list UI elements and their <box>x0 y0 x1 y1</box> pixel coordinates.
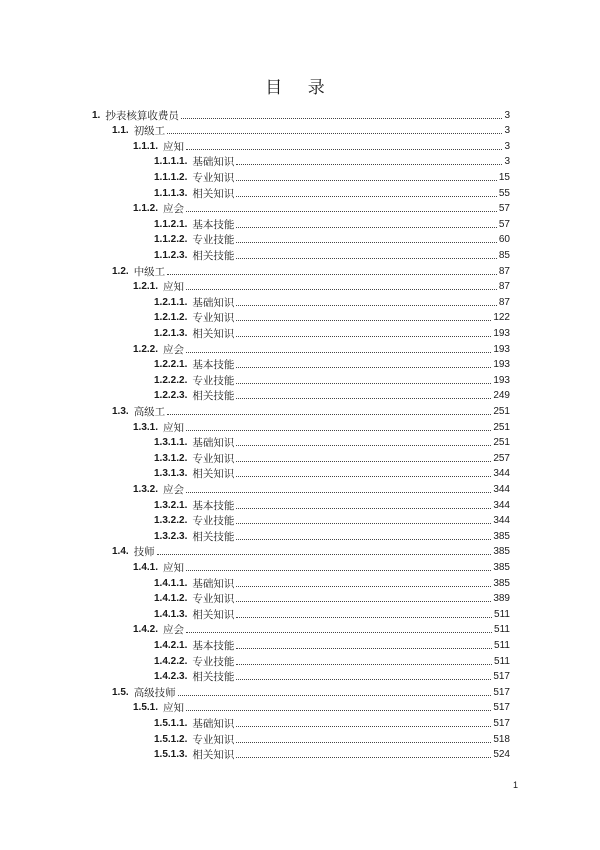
toc-entry[interactable] <box>154 527 510 543</box>
toc-entry-number: 1.3.2.1. <box>154 499 188 511</box>
toc-entry[interactable] <box>154 153 510 169</box>
toc-entry-page: 251 <box>493 421 510 433</box>
toc-entry-number: 1.4. <box>112 546 129 558</box>
toc-dot-leader <box>236 725 491 727</box>
toc-entry[interactable] <box>133 480 510 496</box>
toc-dot-leader <box>186 210 497 212</box>
toc-entry-label: 专业知识 <box>192 593 235 606</box>
toc-entry-page: 517 <box>493 671 510 683</box>
toc-entry-label: 应知 <box>163 281 185 294</box>
toc-entry[interactable] <box>154 371 510 387</box>
toc-dot-leader <box>236 241 497 243</box>
toc-entry-number: 1.2.1. <box>133 281 159 293</box>
toc-entry-label: 应会 <box>163 343 185 356</box>
toc-entry-page: 524 <box>493 749 510 761</box>
toc-entry-label: 应会 <box>163 624 185 637</box>
toc-entry-page: 57 <box>498 218 510 230</box>
toc-entry[interactable] <box>154 652 510 668</box>
toc-entry-label: 专业技能 <box>192 374 235 387</box>
toc-entry-number: 1.4.1.2. <box>154 593 188 605</box>
toc-entry-page: 193 <box>493 374 510 386</box>
toc-entry[interactable] <box>133 340 510 356</box>
toc-dot-leader <box>236 507 491 509</box>
toc-entry-number: 1.1.1. <box>133 140 159 152</box>
toc-entry[interactable] <box>112 122 510 138</box>
toc-entry-label: 基础知识 <box>192 717 235 730</box>
toc-dot-leader <box>236 538 491 540</box>
toc-entry[interactable] <box>133 418 510 434</box>
toc-entry-number: 1.4.1.1. <box>154 577 188 589</box>
toc-entry-number: 1.4.2.2. <box>154 655 188 667</box>
toc-entry-label: 专业知识 <box>192 171 235 184</box>
toc-entry[interactable] <box>154 356 510 372</box>
toc-entry-page: 87 <box>498 296 510 308</box>
toc-entry[interactable] <box>112 402 510 418</box>
toc-entry-label: 基本技能 <box>192 639 235 652</box>
toc-entry-page: 511 <box>494 655 510 667</box>
toc-dot-leader <box>236 382 491 384</box>
toc-entry-label: 应会 <box>163 203 185 216</box>
toc-entry[interactable] <box>154 309 510 325</box>
toc-entry-page: 249 <box>493 390 510 402</box>
toc-dot-leader <box>236 335 491 337</box>
toc-entry-number: 1.3.1.3. <box>154 468 188 480</box>
toc-entry[interactable] <box>133 621 510 637</box>
toc-entry-label: 专业知识 <box>192 733 235 746</box>
page-title: 目 录 <box>265 78 335 98</box>
toc-entry[interactable] <box>154 449 510 465</box>
toc-entry-number: 1.1.1.2. <box>154 171 188 183</box>
toc-entry-number: 1.1.2.2. <box>154 234 188 246</box>
toc-entry-page: 193 <box>493 327 510 339</box>
toc-dot-leader <box>236 226 497 228</box>
toc-entry[interactable] <box>154 465 510 481</box>
toc-dot-leader <box>236 475 491 477</box>
toc-entry-label: 基础知识 <box>192 296 235 309</box>
toc-entry-label: 基础知识 <box>192 577 235 590</box>
toc-entry[interactable] <box>154 387 510 403</box>
toc-entry-page: 57 <box>498 203 510 215</box>
toc-entry-number: 1.3.1.1. <box>154 437 188 449</box>
toc-dot-leader <box>186 429 491 431</box>
toc-entry[interactable] <box>154 512 510 528</box>
footer-page-number: 1 <box>512 780 518 790</box>
toc-dot-leader <box>236 616 492 618</box>
toc-entry[interactable] <box>154 324 510 340</box>
toc-entry-label: 中级工 <box>133 265 166 278</box>
toc-entry-number: 1.3.1. <box>133 421 159 433</box>
toc-entry-page: 389 <box>493 593 510 605</box>
toc-entry-number: 1.2.2.1. <box>154 359 188 371</box>
toc-entry-number: 1. <box>92 109 101 121</box>
toc-entry-page: 385 <box>493 561 510 573</box>
toc-entry-number: 1.4.2.3. <box>154 671 188 683</box>
toc-dot-leader <box>157 553 492 555</box>
toc-dot-leader <box>236 366 491 368</box>
toc-entry-label: 初级工 <box>133 125 166 138</box>
toc-entry-label: 专业技能 <box>192 515 235 528</box>
toc-entry-page: 517 <box>493 717 510 729</box>
toc-entry-page: 517 <box>493 686 510 698</box>
toc-entry-label: 抄表核算收费员 <box>105 109 179 122</box>
toc-entry-label: 高级技师 <box>133 686 176 699</box>
toc-dot-leader <box>236 678 491 680</box>
toc-entry[interactable] <box>154 215 510 231</box>
toc-entry-label: 专业技能 <box>192 655 235 668</box>
toc-entry[interactable] <box>154 246 510 262</box>
toc-entry-page: 3 <box>504 109 510 121</box>
toc-entry-page: 3 <box>504 156 510 168</box>
toc-dot-leader <box>236 460 491 462</box>
toc-entry-label: 相关技能 <box>192 249 235 262</box>
toc-entry-label: 基本技能 <box>192 218 235 231</box>
toc-entry[interactable] <box>133 200 510 216</box>
toc-entry[interactable] <box>112 262 510 278</box>
toc-entry-number: 1.2.1.1. <box>154 296 188 308</box>
toc-entry-number: 1.4.1.3. <box>154 608 188 620</box>
toc-entry-page: 385 <box>493 546 510 558</box>
toc-entry-page: 85 <box>498 249 510 261</box>
toc-entry-label: 专业知识 <box>192 452 235 465</box>
toc-entry-page: 251 <box>493 437 510 449</box>
toc-entry[interactable] <box>154 668 510 684</box>
toc-entry[interactable] <box>154 730 510 746</box>
toc-dot-leader <box>236 663 492 665</box>
toc-entry-label: 技师 <box>133 546 155 559</box>
toc-entry-page: 55 <box>498 187 510 199</box>
toc-entry[interactable] <box>154 231 510 247</box>
toc-entry-page: 193 <box>493 359 510 371</box>
toc-entry[interactable] <box>154 496 510 512</box>
toc-entry-number: 1.5. <box>112 686 129 698</box>
toc-entry[interactable] <box>154 590 510 606</box>
toc-dot-leader <box>167 132 502 134</box>
toc-entry[interactable] <box>133 558 510 574</box>
toc-dot-leader <box>186 148 502 150</box>
toc-entry[interactable] <box>133 137 510 153</box>
toc-dot-leader <box>236 522 491 524</box>
toc-entry-label: 应知 <box>163 702 185 715</box>
toc-entry-number: 1.4.2. <box>133 624 159 636</box>
toc-dot-leader <box>186 351 491 353</box>
toc-entry[interactable] <box>154 746 510 762</box>
toc-entry[interactable] <box>154 714 510 730</box>
toc-entry[interactable] <box>154 184 510 200</box>
toc-entry[interactable] <box>133 699 510 715</box>
toc-entry-page: 15 <box>498 171 510 183</box>
toc-entry-label: 相关技能 <box>192 390 235 403</box>
toc-entry-number: 1.5.1. <box>133 702 159 714</box>
toc-dot-leader <box>236 756 491 758</box>
toc-entry[interactable] <box>154 168 510 184</box>
toc-dot-leader <box>236 304 497 306</box>
toc-entry-page: 87 <box>498 281 510 293</box>
toc-entry-page: 122 <box>493 312 510 324</box>
toc-entry-number: 1.3.2.3. <box>154 530 188 542</box>
toc-entry[interactable] <box>154 574 510 590</box>
toc-entry-page: 385 <box>493 577 510 589</box>
toc-dot-leader <box>167 273 497 275</box>
toc-dot-leader <box>186 288 497 290</box>
toc-entry-label: 应知 <box>163 421 185 434</box>
toc-dot-leader <box>186 491 491 493</box>
toc-dot-leader <box>178 694 492 696</box>
toc-entry[interactable] <box>154 605 510 621</box>
toc-entry-number: 1.1.2.1. <box>154 218 188 230</box>
toc-entry-number: 1.4.1. <box>133 561 159 573</box>
toc-entry-label: 应知 <box>163 140 185 153</box>
toc-entry-number: 1.2.2.3. <box>154 390 188 402</box>
toc-entry-page: 518 <box>493 733 510 745</box>
toc-entry-number: 1.3.2.2. <box>154 515 188 527</box>
toc-dot-leader <box>236 179 497 181</box>
toc-entry-page: 251 <box>493 405 510 417</box>
toc-entry-number: 1.3.2. <box>133 483 159 495</box>
toc-entry-label: 基本技能 <box>192 359 235 372</box>
toc-entry-label: 应知 <box>163 561 185 574</box>
toc-entry[interactable] <box>92 106 510 122</box>
toc-entry-number: 1.1.1.3. <box>154 187 188 199</box>
toc-entry-label: 基本技能 <box>192 499 235 512</box>
toc-dot-leader <box>236 319 491 321</box>
toc-entry-number: 1.2.2.2. <box>154 374 188 386</box>
toc-dot-leader <box>236 195 497 197</box>
toc-entry-number: 1.5.1.3. <box>154 749 188 761</box>
toc-dot-leader <box>186 569 491 571</box>
toc-dot-leader <box>236 741 491 743</box>
toc-entry-label: 相关知识 <box>192 608 235 621</box>
toc-entry-number: 1.3.1.2. <box>154 452 188 464</box>
toc-entry-number: 1.5.1.2. <box>154 733 188 745</box>
toc-entry-label: 相关知识 <box>192 749 235 762</box>
toc-dot-leader <box>167 413 491 415</box>
toc-dot-leader <box>236 647 492 649</box>
toc-entry-page: 511 <box>494 624 510 636</box>
toc-entry-page: 344 <box>493 499 510 511</box>
toc-entry-label: 相关技能 <box>192 530 235 543</box>
toc-entry-number: 1.2.2. <box>133 343 159 355</box>
toc-entry-number: 1.2.1.3. <box>154 327 188 339</box>
toc-entry-number: 1.2.1.2. <box>154 312 188 324</box>
toc-dot-leader <box>236 600 491 602</box>
toc-entry-number: 1.4.2.1. <box>154 639 188 651</box>
toc-dot-leader <box>236 163 502 165</box>
toc-dot-leader <box>236 397 491 399</box>
toc-entry[interactable] <box>133 278 510 294</box>
toc-entry-page: 3 <box>504 140 510 152</box>
toc-entry-number: 1.1.1.1. <box>154 156 188 168</box>
toc-entry-page: 193 <box>493 343 510 355</box>
toc-entry-number: 1.3. <box>112 405 129 417</box>
toc-entry-page: 257 <box>493 452 510 464</box>
toc-dot-leader <box>236 444 491 446</box>
toc-entry-label: 相关知识 <box>192 327 235 340</box>
toc-dot-leader <box>236 257 497 259</box>
toc-entry-label: 专业知识 <box>192 312 235 325</box>
toc-entry[interactable] <box>154 636 510 652</box>
toc-entry-label: 高级工 <box>133 405 166 418</box>
toc-entry-page: 344 <box>493 515 510 527</box>
toc-entry-page: 385 <box>493 530 510 542</box>
toc-entry-number: 1.1.2. <box>133 203 159 215</box>
toc-entry[interactable] <box>112 543 510 559</box>
toc-dot-leader <box>181 117 502 119</box>
toc-entry-label: 相关技能 <box>192 671 235 684</box>
toc-entry-number: 1.1. <box>112 125 129 137</box>
toc-entry-page: 344 <box>493 468 510 480</box>
toc-entry-page: 511 <box>494 639 510 651</box>
toc-entry[interactable] <box>112 683 510 699</box>
toc-entry-page: 87 <box>498 265 510 277</box>
toc-entry-page: 60 <box>498 234 510 246</box>
toc-dot-leader <box>236 585 491 587</box>
toc-entry-label: 相关知识 <box>192 468 235 481</box>
toc-dot-leader <box>186 709 491 711</box>
toc-entry-label: 基础知识 <box>192 437 235 450</box>
toc-entry-label: 专业技能 <box>192 234 235 247</box>
toc-entry-page: 344 <box>493 483 510 495</box>
toc-entry-label: 应会 <box>163 483 185 496</box>
toc-entry-page: 3 <box>504 125 510 137</box>
toc-entry-page: 517 <box>493 702 510 714</box>
toc-entry-number: 1.1.2.3. <box>154 249 188 261</box>
toc-entry[interactable] <box>154 434 510 450</box>
toc-entry[interactable] <box>154 293 510 309</box>
toc-entry-number: 1.5.1.1. <box>154 717 188 729</box>
toc-entry-number: 1.2. <box>112 265 129 277</box>
toc-entry-label: 相关知识 <box>192 187 235 200</box>
toc-entry-label: 基础知识 <box>192 156 235 169</box>
toc-entry-page: 511 <box>494 608 510 620</box>
toc-dot-leader <box>186 631 492 633</box>
